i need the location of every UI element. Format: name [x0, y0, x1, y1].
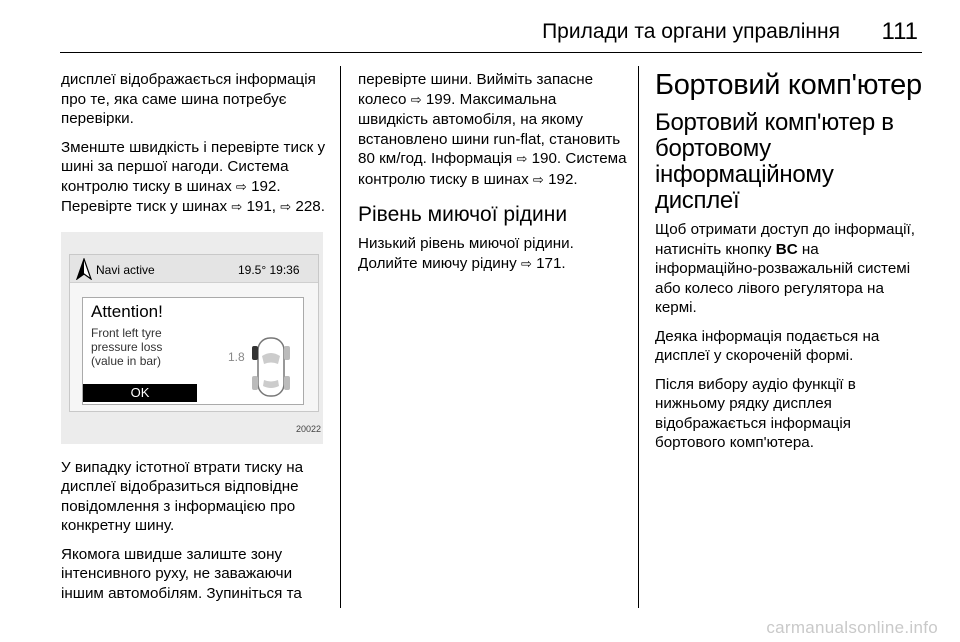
header-divider	[60, 52, 922, 53]
page-number: 111	[881, 18, 918, 45]
middle-column	[358, 70, 630, 283]
page-header	[0, 0, 960, 48]
left-paragraph-2: Зменште швидкість і перевірте тиск у шині за першої нагоди. Система контролю тиску в шинах ⇨ 192. Перевірте тиск у шинах ⇨ 191, ⇨ 228.	[61, 138, 326, 215]
section-heading-washer-fluid: Рівень миючої рідини	[358, 203, 568, 226]
page-link[interactable]: 199.	[425, 90, 456, 108]
page-ref-icon: ⇨	[520, 256, 532, 272]
column-divider-left	[340, 66, 341, 608]
temperature-time-text: 19.5° 19:36	[238, 262, 300, 277]
page-ref-icon: ⇨	[532, 172, 544, 188]
left-paragraph-4: Якомога швидше залиште зону інтенсивного руху, не заважаючи іншим автомобілям. Зупиніться та	[61, 545, 302, 602]
column-divider-right	[638, 66, 639, 608]
car-top-view-icon	[251, 334, 291, 400]
attention-dialog	[82, 297, 304, 405]
header-title: Прилади та органи управління	[542, 20, 840, 43]
display-screen	[69, 254, 319, 412]
page-link[interactable]: 190.	[531, 150, 562, 167]
left-paragraph-3: У випадку істотної втрати тиску на дисплеї відобразиться відповідне повідомлення з інформацією про конкретну шину.	[61, 458, 304, 534]
tyre-pressure-illustration	[61, 232, 323, 444]
bc-button-label: BC	[775, 240, 798, 258]
display-status-bar	[70, 255, 318, 283]
middle-paragraph-2: Низький рівень миючої рідини. Долийте миючу рідину ⇨ 171.	[358, 235, 574, 272]
right-paragraph-1: Щоб отримати доступ до інформації, натисніть кнопку BC на інформаційно-розважальній системі або колесо лівого регулятора на кермі.	[655, 221, 915, 316]
left-paragraph-1: дисплеї відображається інформація про те, яка саме шина потребує перевірки.	[61, 71, 316, 127]
navi-status-text: Navi active	[96, 262, 155, 277]
middle-paragraph-1: перевірте шини. Вийміть запасне колесо ⇨ 199. Максимальна швидкість автомобіля, на якому встановлено шини run-flat, становить 80 км/год. Інформація ⇨ 190. Система контролю тиску в шинах ⇨ 192.	[358, 71, 627, 188]
page-ref-icon: ⇨	[231, 200, 243, 215]
page-ref-icon: ⇨	[235, 179, 247, 195]
page-ref-icon: ⇨	[280, 200, 292, 215]
right-column	[655, 70, 923, 462]
right-paragraph-3: Після вибору аудіо функції в нижньому рядку дисплея відображається інформація бортового комп'ютера.	[655, 375, 856, 451]
watermark: carmanualsonline.info	[766, 618, 938, 637]
navigation-arrow-icon	[76, 258, 92, 280]
page-link[interactable]: 228.	[295, 198, 325, 215]
page-ref-icon: ⇨	[410, 92, 422, 108]
page-link[interactable]: 192.	[548, 170, 578, 188]
attention-message: Front left tyre pressure loss (value in bar)	[91, 325, 163, 368]
ok-button[interactable]: OK	[83, 384, 197, 402]
page-link[interactable]: 191,	[246, 198, 277, 215]
attention-title: Attention!	[91, 301, 163, 321]
page-link[interactable]: 192.	[251, 177, 281, 195]
section-heading-trip-computer: Бортовий комп'ютер	[655, 69, 922, 101]
figure-id: 20022	[295, 424, 321, 434]
left-column	[61, 70, 329, 612]
tyre-pressure-value: 1.8	[228, 349, 245, 364]
page-link[interactable]: 171.	[536, 254, 566, 272]
subsection-heading: Бортовий комп'ютер в бортовому інформаційному дисплеї	[655, 109, 894, 214]
right-paragraph-2: Деяка інформація подається на дисплеї у скороченій формі.	[655, 327, 880, 364]
page-ref-icon: ⇨	[516, 152, 528, 167]
